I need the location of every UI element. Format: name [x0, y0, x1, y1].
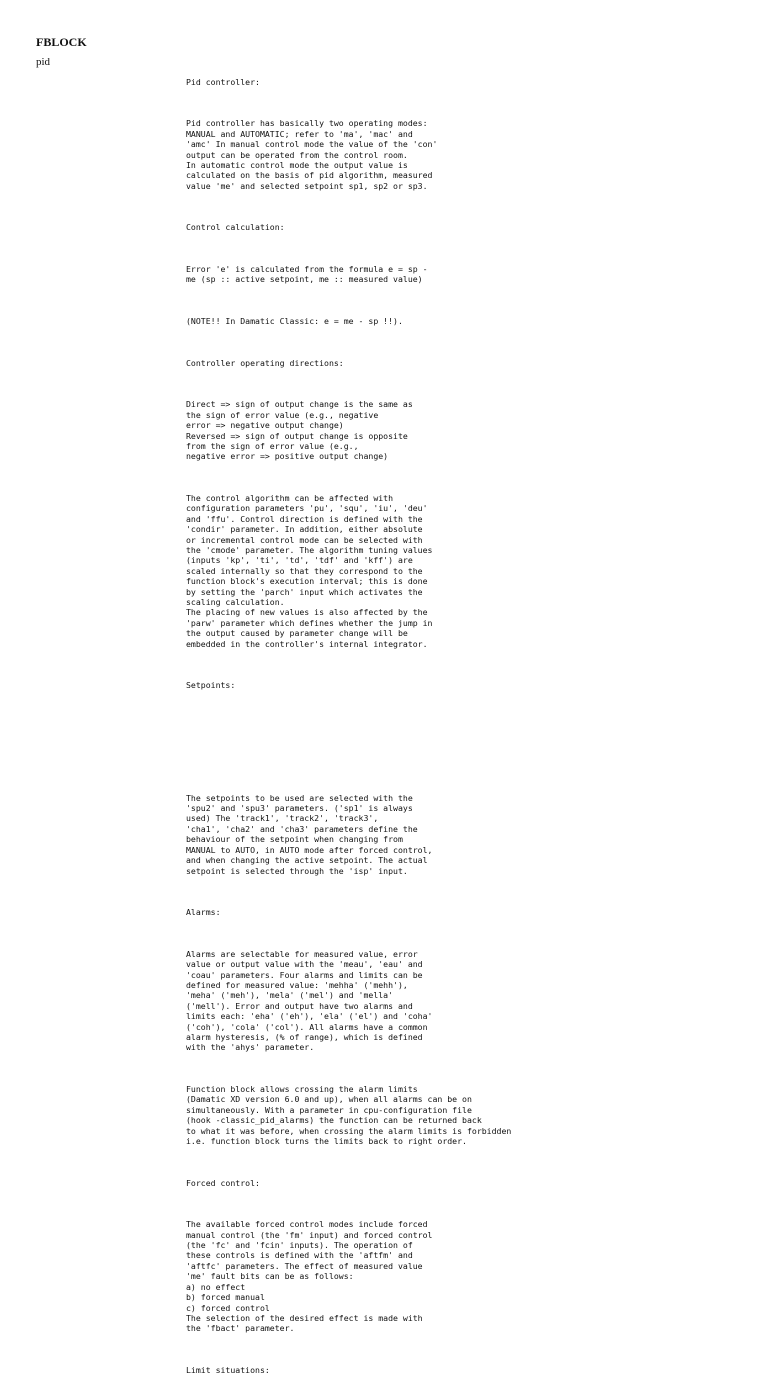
section-heading-operating-directions: Controller operating directions: — [186, 357, 344, 368]
paragraph-note: (NOTE!! In Damatic Classic: e = me - sp !!). — [186, 316, 403, 327]
paragraph-alarms: Alarms are selectable for measured value, error value or output value with the 'meau', 'eau' and 'coau' parameters. Four alarms and limits can be defined for measured value: 'mehha' ('mehh'), 'meha' ('meh'), 'mela' ('mel') and 'mella' ('mell'). Error and output have two alarms and limits each: 'eha' ('eh'), 'ela' ('el') and 'coha' ('coh'), 'cola' ('col'). All alarms have a common alarm hysteresis, (% of range), which is defined with the 'ahys' parameter. — [186, 948, 433, 1053]
paragraph-setpoints: The setpoints to be used are selected with the 'spu2' and 'spu3' parameters. ('sp1' is always used) The 'track1', 'track2', 'track3', 'cha1', 'cha2' and 'cha3' parameters define the behaviour of the setpoint when changing from MANUAL to AUTO, in AUTO mode after forced control, and when changing the active setpoint. The actual setpoint is selected through the 'isp' input. — [186, 792, 433, 876]
document-body — [186, 56, 746, 1396]
blank-area — [186, 722, 746, 772]
paragraph-control-algorithm: The control algorithm can be affected with configuration parameters 'pu', 'squ', 'iu', 'deu' and 'ffu'. Control direction is defined with the 'condir' parameter. In addition, either absolute or incremental control mode can be selected with the 'cmode' parameter. The algorithm tuning values (inputs 'kp', 'ti', 'td', 'tdf' and 'kff') are scaled internally so that they correspond to the function block's execution interval; this is done by setting the 'parch' input which activates the scaling calculation. The placing of new values is also affected by the 'parw' parameter which defines whether the jump in the output caused by parameter change will be embedded in the controller's internal integrator. — [186, 492, 433, 649]
paragraph-directions: Direct => sign of output change is the same as the sign of error value (e.g., negative error => negative output change) Reversed => sign of output change is opposite from the sign of error value (e.g., negative error => positive output change) — [186, 399, 413, 462]
section-heading-setpoints: Setpoints: — [186, 680, 236, 691]
paragraph-forced-control: The available forced control modes include forced manual control (the 'fm' input) and forced control (the 'fc' and 'fcin' inputs). The operation of these controls is defined with the 'aftfm' and 'aftfc' parameters. The effect of measured value 'me' fault bits can be as follows: a) no effect b) forced manual c) forced control The selection of the desired effect is made with the 'fbact' parameter. — [186, 1219, 433, 1334]
section-heading-limit-situations: Limit situations: — [186, 1364, 270, 1375]
paragraph-operating-modes: Pid controller has basically two operating modes: MANUAL and AUTOMATIC; refer to 'ma', 'mac' and 'amc' In manual control mode the value of the 'con' output can be operated from the control room. In automatic control mode the output value is calculated on the basis of pid algorithm, measured value 'me' and selected setpoint sp1, sp2 or sp3. — [186, 118, 438, 191]
section-heading-pid-controller: Pid controller: — [186, 76, 260, 87]
section-heading-control-calculation: Control calculation: — [186, 222, 285, 233]
document-title: FBLOCK — [36, 35, 87, 49]
section-heading-alarms: Alarms: — [186, 907, 221, 918]
section-heading-forced-control: Forced control: — [186, 1177, 260, 1188]
paragraph-error-formula: Error 'e' is calculated from the formula e = sp - me (sp :: active setpoint, me :: measured value) — [186, 264, 428, 285]
block-name-label: pid — [36, 56, 51, 68]
paragraph-alarm-limits: Function block allows crossing the alarm limits (Damatic XD version 6.0 and up), when all alarms can be on simultaneously. With a parameter in cpu-configuration file (hook -classic_pid_alarms) the function can be returned back to what it was before, when crossing the alarm limits is forbidden i.e. function block turns the limits back to right order. — [186, 1084, 512, 1147]
